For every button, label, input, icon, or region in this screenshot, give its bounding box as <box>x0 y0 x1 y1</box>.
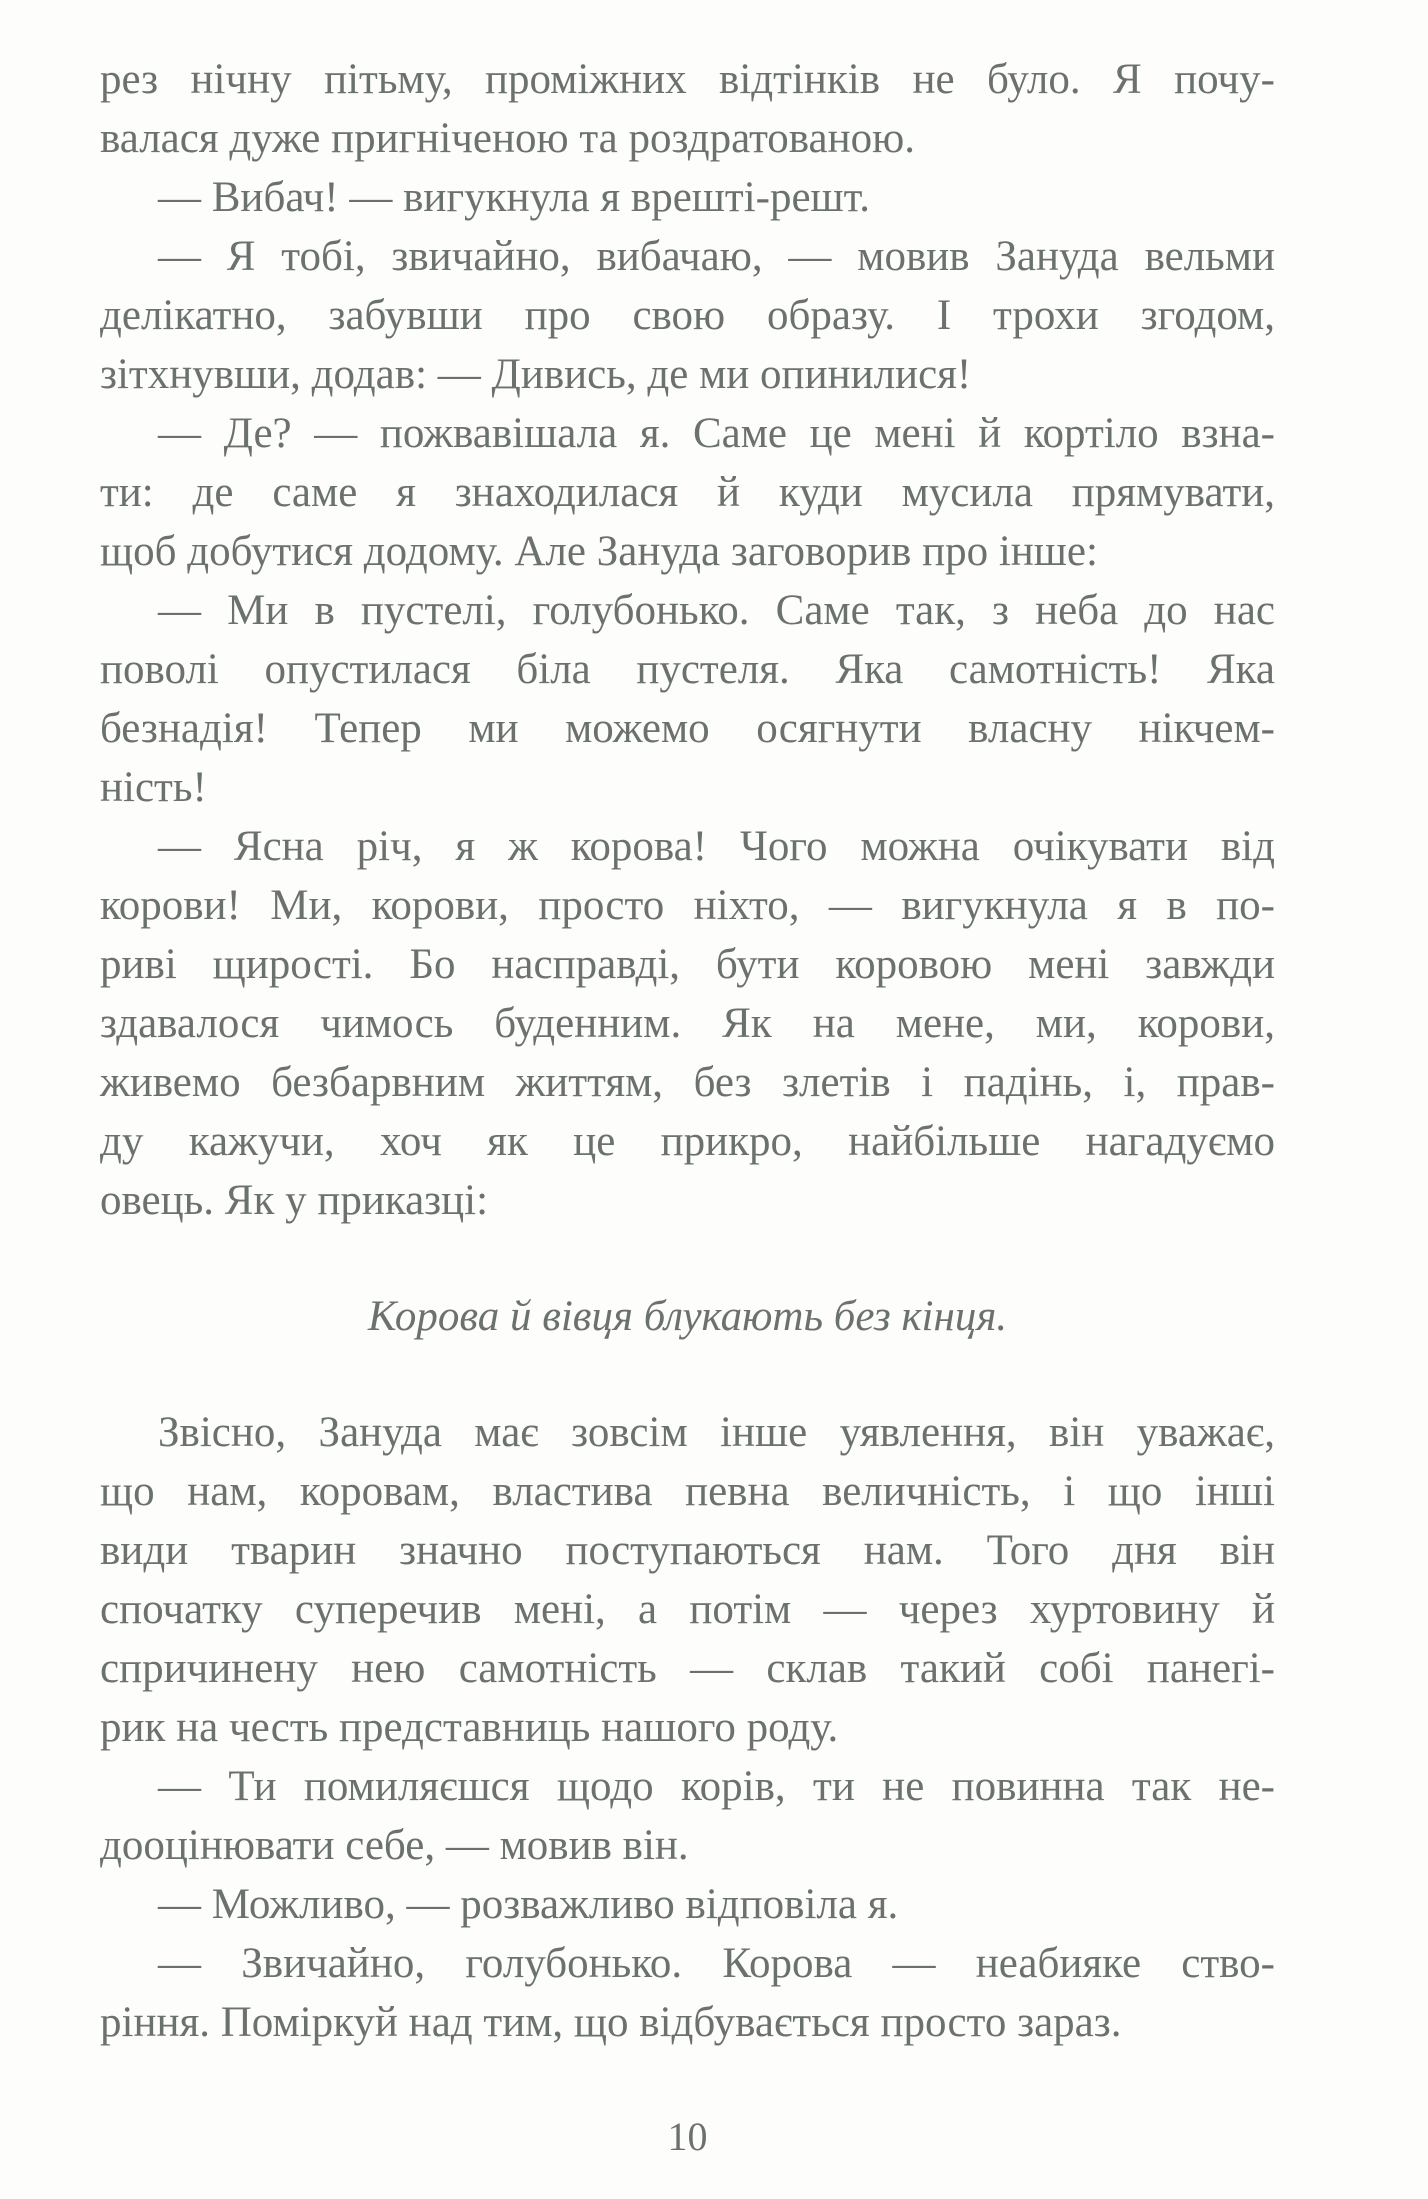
text-lines <box>100 50 1275 2052</box>
text-line: зітхнувши, додав: — Дивись, де ми опинилися! <box>100 351 972 398</box>
text-line: поволі опустилася біла пустеля. Яка самотність! Яка <box>100 646 1275 693</box>
text-line: — Де? — пожвавішала я. Саме це мені й кортіло взна- <box>158 410 1275 457</box>
text-line: безнадія! Тепер ми можемо осягнути власну нікчем- <box>100 705 1275 752</box>
text-line: — Ти помиляєшся щодо корів, ти не повинна так не- <box>158 1763 1275 1810</box>
text-line: — Я тобі, звичайно, вибачаю, — мовив Зануда вельми <box>158 233 1275 280</box>
text-line: ду кажучи, хоч як це прикро, найбільше нагадуємо <box>100 1118 1275 1165</box>
page-number: 10 <box>667 2114 708 2159</box>
text-line: делікатно, забувши про свою образу. І трохи згодом, <box>100 292 1275 339</box>
text-line: спочатку суперечив мені, а потім — через хуртовину й <box>100 1586 1275 1633</box>
text-line: — Ясна річ, я ж корова! Чого можна очікувати від <box>158 823 1275 870</box>
text-line: ність! <box>100 764 207 811</box>
text-line: ріння. Поміркуй над тим, що відбувається просто зараз. <box>100 1999 1122 2046</box>
text-line: — Звичайно, голубонько. Корова — неабияке ство- <box>158 1940 1275 1987</box>
text-line: корови! Ми, корови, просто ніхто, — вигукнула я в по- <box>100 882 1275 929</box>
text-line: валася дуже пригніченою та роздратованою. <box>100 115 916 162</box>
text-line: живемо безбарвним життям, без злетів і падінь, і, прав- <box>100 1059 1275 1106</box>
text-line: Звісно, Зануда має зовсім інше уявлення, він уважає, <box>158 1409 1275 1456</box>
text-line: риві щирості. Бо насправді, бути коровою мені завжди <box>100 941 1275 988</box>
text-line: рез нічну пітьму, проміжних відтінків не було. Я почу- <box>100 56 1275 103</box>
text-line: здавалося чимось буденним. Як на мене, ми, корови, <box>100 1000 1275 1047</box>
text-line: — Можливо, — розважливо відповіла я. <box>158 1881 899 1928</box>
text-line: види тварин значно поступаються нам. Того дня він <box>100 1527 1275 1574</box>
text-line: — Ми в пустелі, голубонько. Саме так, з неба до нас <box>158 587 1275 634</box>
text-line: ти: де саме я знаходилася й куди мусила прямувати, <box>100 469 1275 516</box>
text-line: — Вибач! — вигукнула я врешті-решт. <box>158 174 870 221</box>
text-line: щоб добутися додому. Але Зануда заговорив про інше: <box>100 528 1098 575</box>
text-line: овець. Як у приказці: <box>100 1177 489 1224</box>
proverb-line: Корова й вівця блукають без кінця. <box>367 1293 1008 1340</box>
page-text-block <box>100 50 1275 2166</box>
text-line: що нам, коровам, властива певна величність, і що інші <box>100 1468 1275 1515</box>
text-line: дооцінювати себе, — мовив він. <box>100 1822 689 1869</box>
text-line: спричинену нею самотність — склав такий собі панегі- <box>100 1645 1275 1692</box>
text-line: рик на честь представниць нашого роду. <box>100 1704 839 1751</box>
